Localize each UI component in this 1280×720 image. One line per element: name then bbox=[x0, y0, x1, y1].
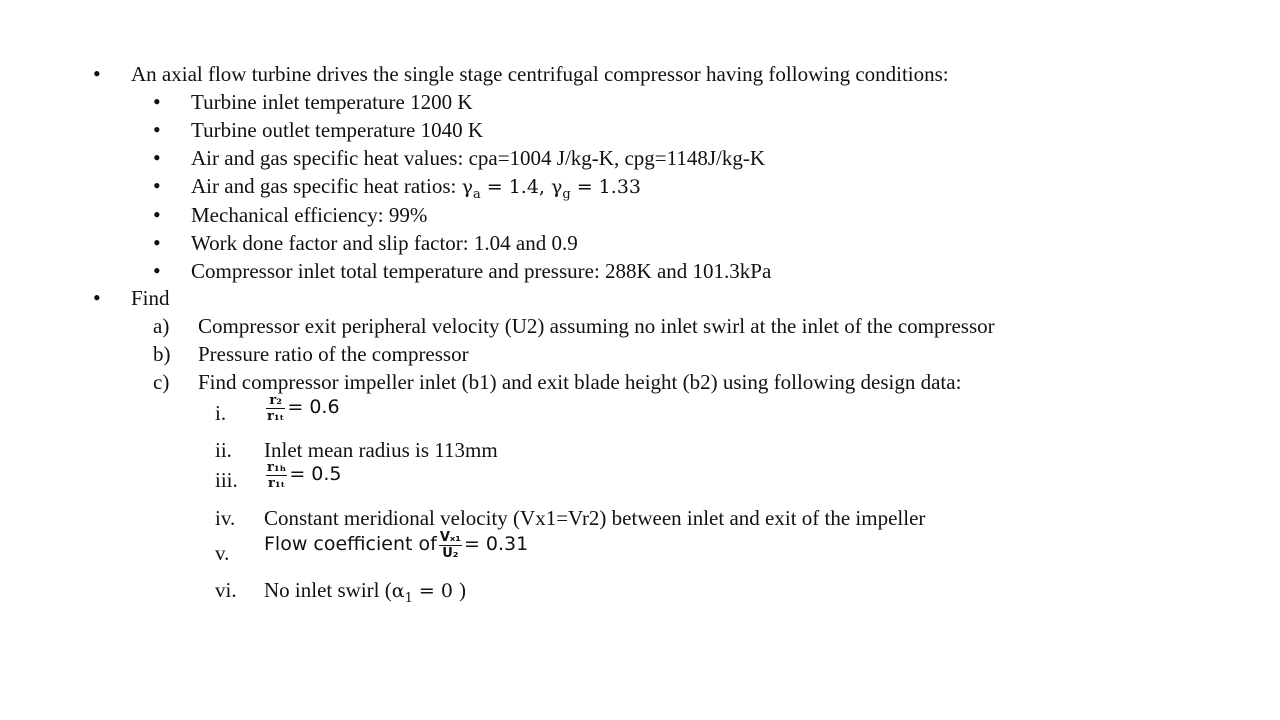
fraction-denominator: r₁ₜ bbox=[267, 409, 285, 425]
fraction-value: = 0.5 bbox=[289, 463, 342, 485]
design-data-marker: v. bbox=[215, 541, 230, 565]
design-data-mean-radius: Inlet mean radius is 113mm bbox=[264, 438, 498, 462]
condition-mechanical-efficiency: Mechanical efficiency: 99% bbox=[191, 203, 428, 227]
fraction-numerator: r₂ bbox=[266, 394, 285, 409]
fraction-r1h-r1t bbox=[266, 461, 287, 491]
design-data-marker: ii. bbox=[215, 438, 232, 462]
fraction-value: = 0.31 bbox=[463, 533, 529, 555]
bullet-dot: • bbox=[153, 89, 161, 114]
no-swirl-label: No inlet swirl ( bbox=[264, 578, 392, 602]
bullet-dot: • bbox=[93, 61, 101, 86]
bullet-dot: • bbox=[153, 145, 161, 170]
heat-ratios-label: Air and gas specific heat ratios: bbox=[191, 174, 462, 198]
find-item-marker: a) bbox=[153, 314, 170, 338]
find-item-pressure-ratio: Pressure ratio of the compressor bbox=[198, 342, 469, 366]
design-data-marker: i. bbox=[215, 401, 227, 425]
design-data-meridional-velocity: Constant meridional velocity (Vx1=Vr2) between inlet and exit of the impeller bbox=[264, 506, 926, 530]
fraction-r2-r1t bbox=[266, 394, 285, 424]
design-data-radius-ratio bbox=[264, 394, 340, 424]
fraction-denominator: U₂ bbox=[442, 546, 459, 562]
bullet-dot: • bbox=[93, 285, 101, 310]
condition-work-slip-factor: Work done factor and slip factor: 1.04 and 0.9 bbox=[191, 231, 578, 255]
condition-turbine-outlet: Turbine outlet temperature 1040 K bbox=[191, 118, 484, 142]
gamma-a-value: = 1.4, bbox=[480, 176, 551, 198]
design-data-marker: iv. bbox=[215, 506, 236, 530]
design-data-hub-tip-ratio bbox=[264, 461, 342, 491]
condition-turbine-inlet: Turbine inlet temperature 1200 K bbox=[191, 90, 473, 114]
design-data-marker: vi. bbox=[215, 578, 237, 602]
bullet-dot: • bbox=[153, 258, 161, 283]
flow-coefficient-label: Flow coefficient of bbox=[264, 533, 437, 555]
condition-specific-heat: Air and gas specific heat values: cpa=1004 J/kg-K, cpg=1148J/kg-K bbox=[191, 146, 766, 170]
bullet-dot: • bbox=[153, 202, 161, 227]
heat-ratios-math bbox=[461, 176, 641, 202]
gamma-g-symbol: γ bbox=[551, 176, 563, 198]
fraction-value: = 0.6 bbox=[287, 396, 340, 418]
fraction-vx1-u2 bbox=[439, 531, 462, 561]
find-item-marker: c) bbox=[153, 370, 170, 394]
gamma-a-symbol: γ bbox=[461, 176, 473, 198]
find-item-blade-height: Find compressor impeller inlet (b1) and exit blade height (b2) using following design data: bbox=[198, 370, 962, 394]
find-item-marker: b) bbox=[153, 342, 171, 366]
bullet-dot: • bbox=[153, 173, 161, 198]
bullet-dot: • bbox=[153, 230, 161, 255]
gamma-g-value: = 1.33 bbox=[570, 176, 641, 198]
no-swirl-close-paren: ) bbox=[459, 578, 466, 602]
alpha-symbol: α bbox=[391, 580, 405, 602]
fraction-denominator: r₁ₜ bbox=[267, 476, 286, 492]
fraction-numerator: Vₓ₁ bbox=[439, 530, 461, 546]
alpha-value: = 0 bbox=[412, 580, 459, 602]
find-item-exit-velocity: Compressor exit peripheral velocity (U2) assuming no inlet swirl at the inlet of the compressor bbox=[198, 314, 995, 338]
bullet-dot: • bbox=[153, 117, 161, 142]
gamma-g-subscript: g bbox=[562, 187, 571, 202]
gamma-a-subscript: a bbox=[472, 187, 481, 202]
fraction-numerator: r₁ₕ bbox=[267, 460, 287, 476]
condition-compressor-inlet: Compressor inlet total temperature and pressure: 288K and 101.3kPa bbox=[191, 259, 772, 283]
design-data-flow-coefficient bbox=[264, 531, 528, 561]
alpha-subscript: 1 bbox=[404, 591, 413, 606]
design-data-marker: iii. bbox=[215, 468, 238, 492]
find-heading: Find bbox=[131, 286, 170, 310]
design-data-no-swirl bbox=[264, 577, 466, 612]
intro-text: An axial flow turbine drives the single stage centrifugal compressor having following conditions: bbox=[131, 62, 949, 86]
